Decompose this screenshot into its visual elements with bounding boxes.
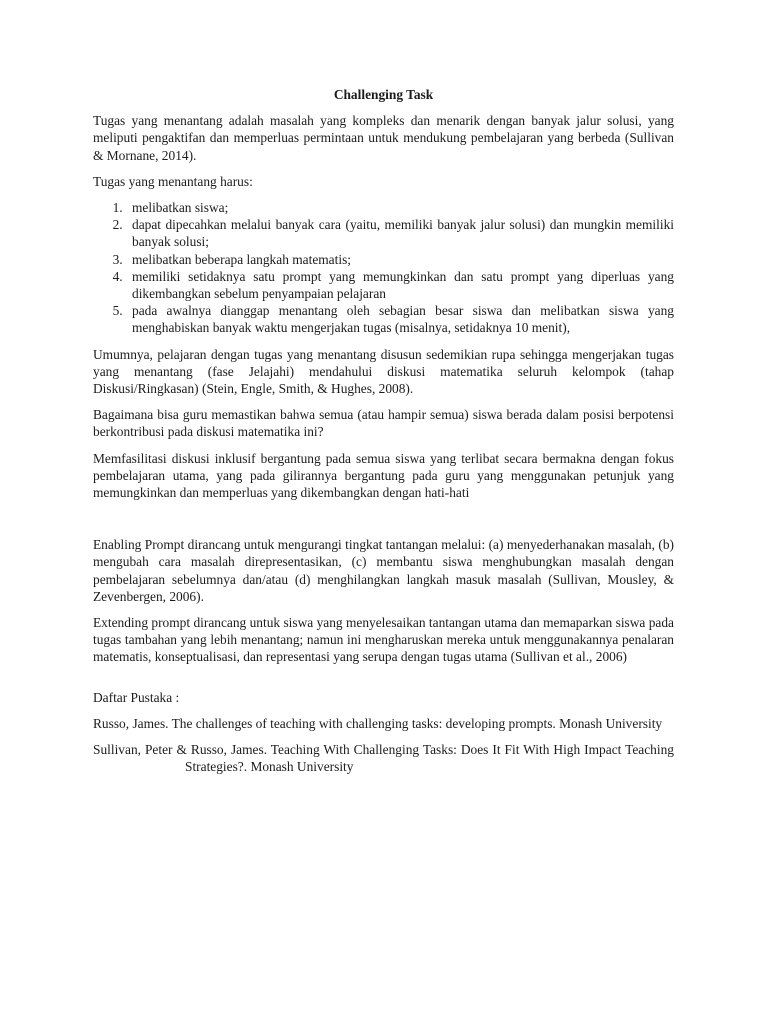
spacer [93,675,674,689]
paragraph-extending-prompt: Extending prompt dirancang untuk siswa yang menyelesaikan tantangan utama dan memaparkan siswa pada tugas tambahan yang lebih menantang; namun ini mengharuskan mereka untuk menggunakannya penalaran matematis, konseptualisasi, dan representasi yang serupa dengan tugas utama (Sullivan et al., 2006) [93,615,674,665]
paragraph-enabling-prompt: Enabling Prompt dirancang untuk mengurangi tingkat tantangan melalui: (a) menyederhanakan masalah, (b) mengubah cara masalah direpresentasikan, (c) membantu siswa menghubungkan masalah dengan pembelajaran sebelumnya dan/atau (d) menghilangkan langkah masuk masalah (Sullivan, Mousley, & Zevenbergen, 2006). [93,537,674,604]
reference-entry: Sullivan, Peter & Russo, James. Teaching With Challenging Tasks: Does It Fit With High Impact Teaching Strategies?. Monash University [93,742,674,775]
reference-entry: Russo, James. The challenges of teaching with challenging tasks: developing prompts. Monash University [93,715,663,731]
requirements-list [93,199,674,337]
paragraph-lesson-structure: Umumnya, pelajaran dengan tugas yang menantang disusun sedemikian rupa sehingga mengerjakan tugas yang menantang (fase Jelajahi) mendahului diskusi matematika seluruh kelompok (tahap Diskusi/Ringkasan) (Stein, Engle, Smith, & Hughes, 2008). [93,346,674,397]
list-item: 4. memiliki setidaknya satu prompt yang memungkinkan dan satu prompt yang diperluas yang dikembangkan sebelum penyampaian pelajaran [126,268,674,302]
list-item: 5. pada awalnya dianggap menantang oleh sebagian besar siswa dan melibatkan siswa yang menghabiskan banyak waktu mengerjakan tugas (misalnya, setidaknya 10 menit), [126,302,674,336]
list-item: 2. dapat dipecahkan melalui banyak cara (yaitu, memiliki banyak jalur solusi) dan mungkin memiliki banyak solusi; [126,216,674,250]
references-heading: Daftar Pustaka : [93,689,180,705]
list-item: 1. melibatkan siswa; [126,199,674,216]
document-title: Challenging Task [333,87,434,102]
paragraph-definition: Tugas yang menantang adalah masalah yang kompleks dan menarik dengan banyak jalur solusi, yang meliputi pengaktifan dan memperluas permintaan untuk mendukung pembelajaran yang berbeda (Sullivan & Mornane, 2014). [93,113,674,163]
paragraph-list-intro: Tugas yang menantang harus: [93,173,253,189]
paragraph-inclusive-discussion: Memfasilitasi diskusi inklusif bergantung pada semua siswa yang terlibat secara bermakna dengan fokus pembelajaran utama, yang pada gilirannya bergantung pada guru yang menggunakan petunjuk yang memungkinkan dan memperluas yang dikembangkan dengan hati-hati [93,450,674,501]
spacer [93,510,674,536]
list-item: 3. melibatkan beberapa langkah matematis; [126,251,674,268]
document-page [93,86,674,785]
paragraph-question: Bagaimana bisa guru memastikan bahwa semua (atau hampir semua) siswa berada dalam posisi berpotensi berkontribusi pada diskusi matematika ini? [93,407,674,440]
